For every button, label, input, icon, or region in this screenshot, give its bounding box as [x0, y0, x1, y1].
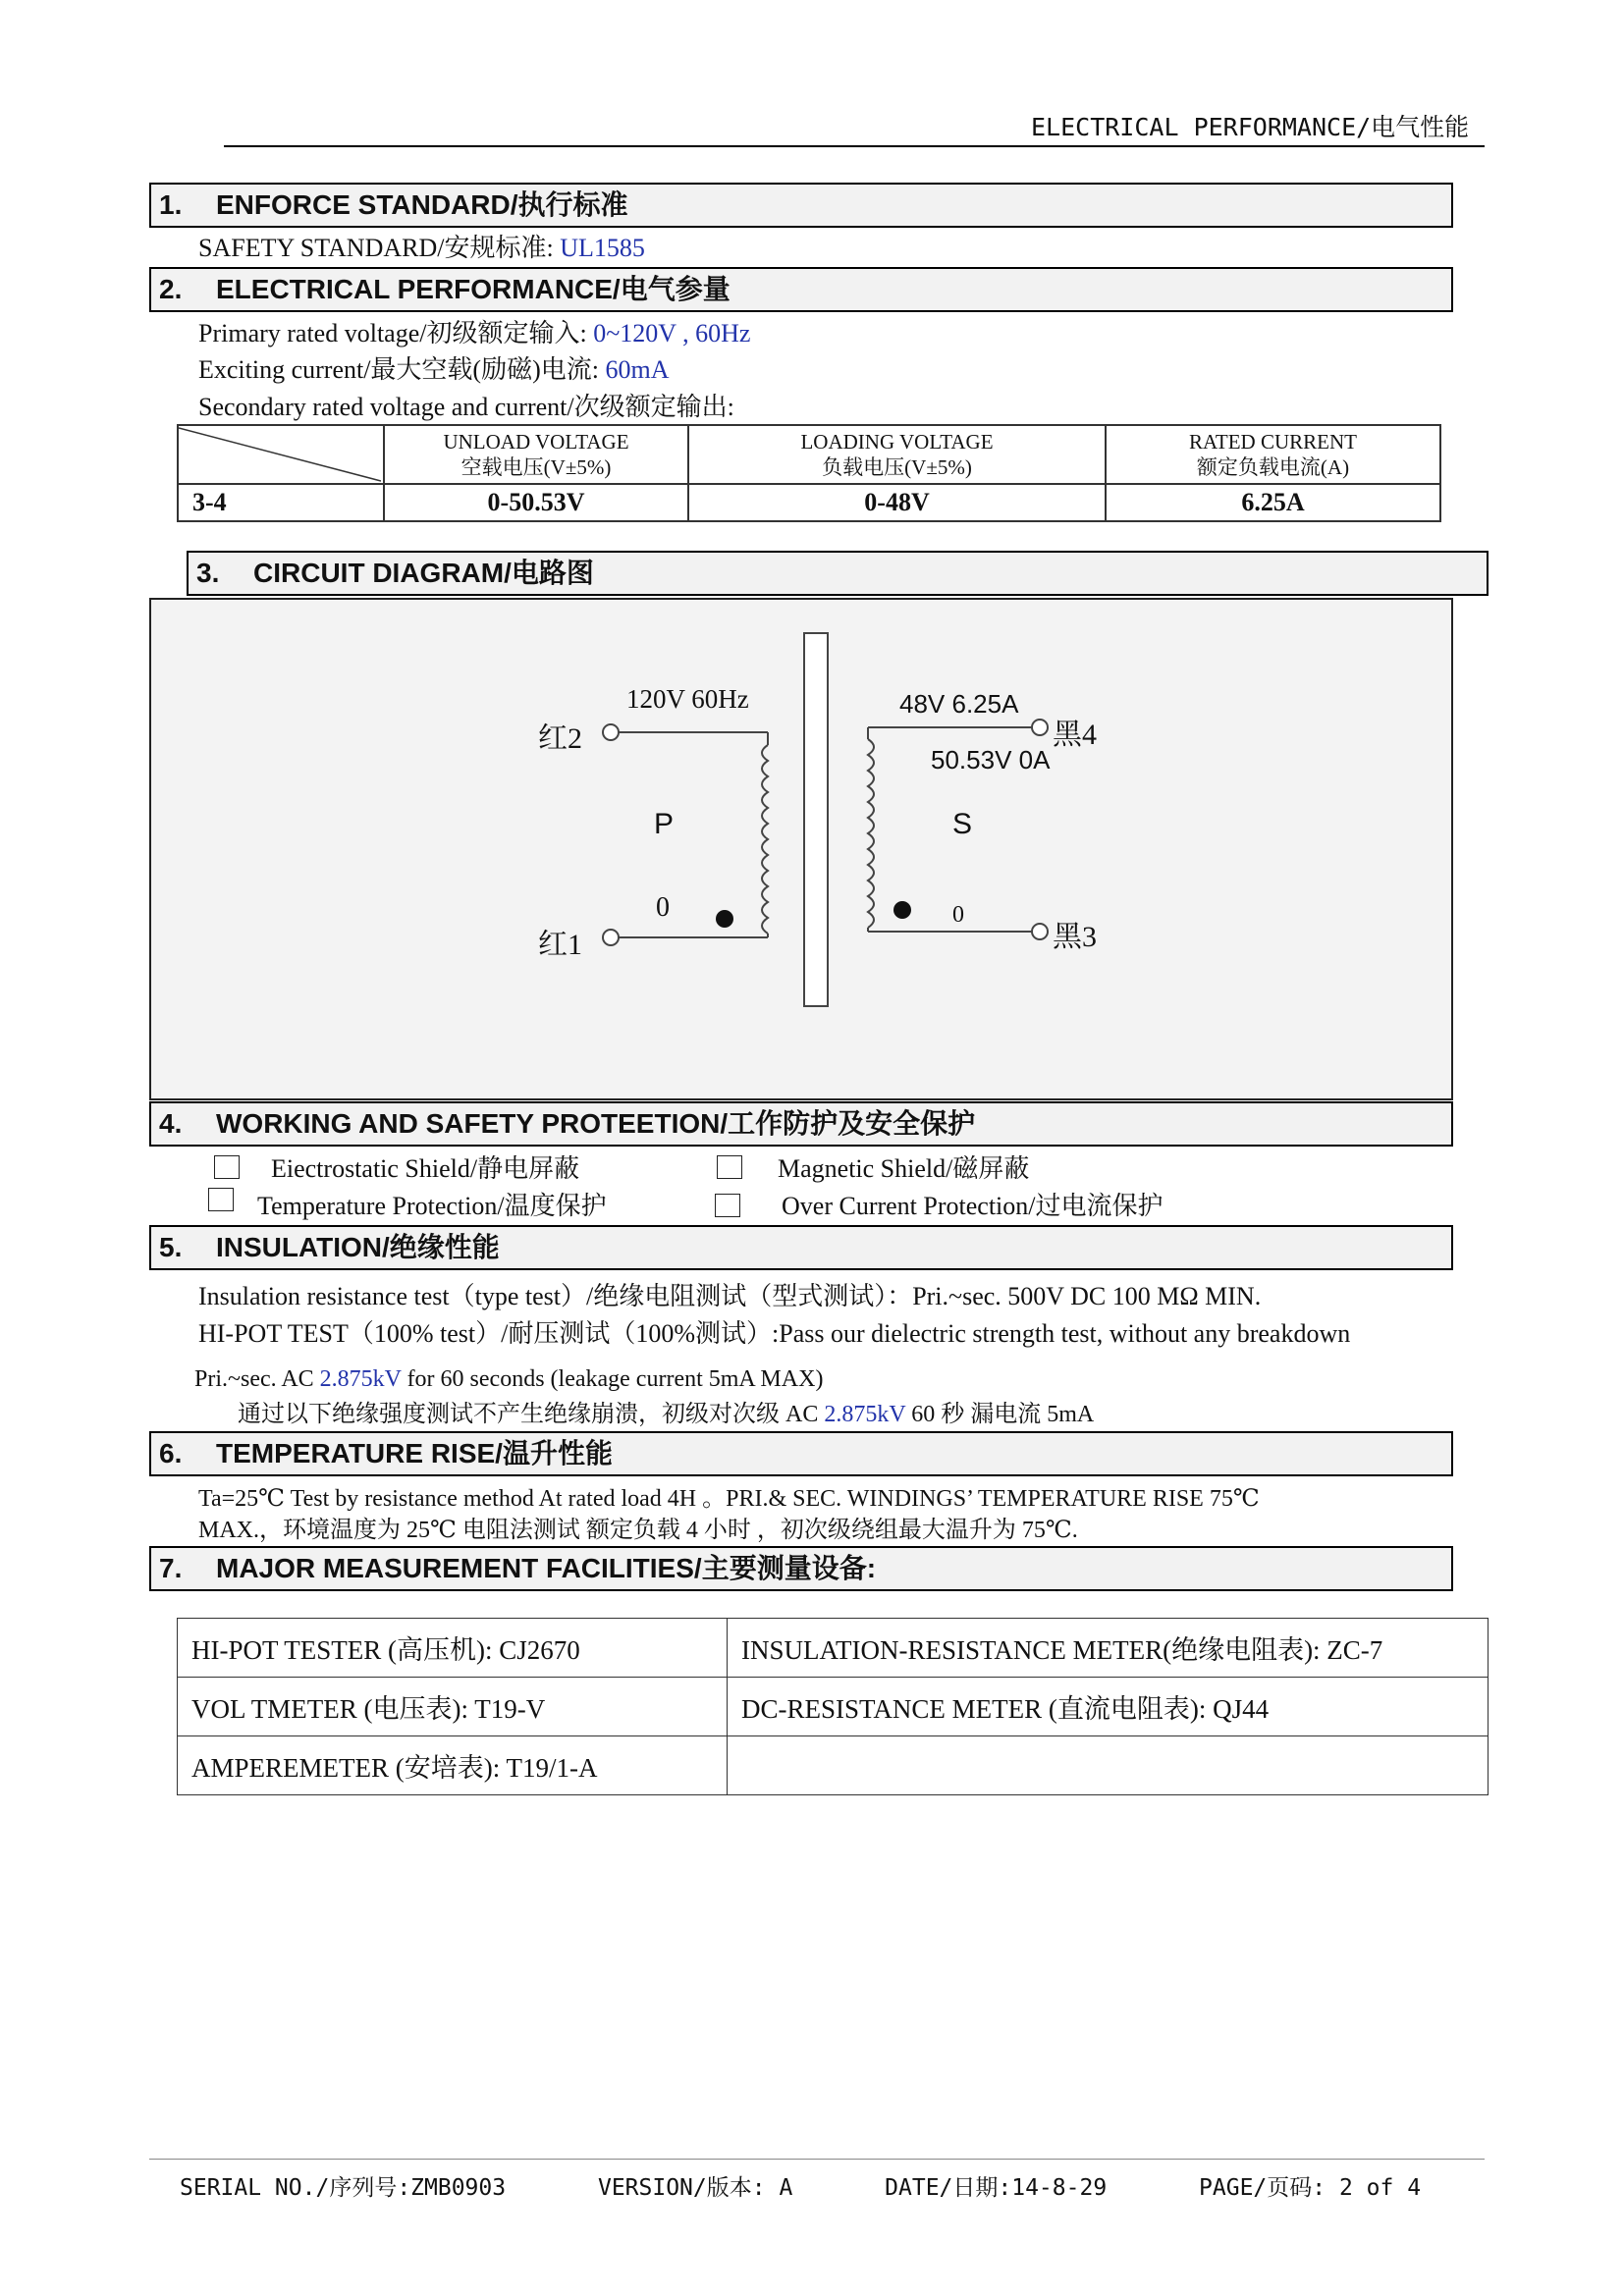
unload-voltage-header	[384, 425, 688, 484]
section-1-heading	[149, 183, 1453, 228]
hipot-cn-prefix: 通过以下绝缘强度测试不产生绝缘崩溃，初级对次级 AC	[238, 1402, 825, 1427]
safety-standard-label: SAFETY STANDARD/安规标准:	[198, 234, 561, 262]
exciting-current-line	[198, 355, 669, 385]
loading-voltage-header	[688, 425, 1106, 484]
hipot-test-line: HI-POT TEST（100% test）/耐压测试（100%测试）:Pass our dielectric strength test, without any breakdown	[198, 1319, 1351, 1348]
section-title: TEMPERATURE RISE/温升性能	[216, 1438, 613, 1468]
header-cn: 额定负载电流(A)	[1196, 455, 1350, 479]
temperature-rise-line-1: Ta=25℃ Test by resistance method At rated load 4H 。PRI.& SEC. WINDINGS’ TEMPERATURE RISE 75℃	[198, 1486, 1260, 1512]
section-title: ELECTRICAL PERFORMANCE/电气参量	[216, 274, 731, 304]
primary-zero-mark: 0	[656, 892, 670, 923]
header-cn: 空载电压(V±5%)	[460, 455, 612, 479]
page-number: PAGE/页码: 2 of 4	[1199, 2175, 1422, 2201]
secondary-winding-label: S	[952, 808, 973, 840]
facility-cell: DC-RESISTANCE METER (直流电阻表): QJ44	[728, 1678, 1489, 1736]
serial-number: SERIAL NO./序列号:ZMB0903	[180, 2175, 507, 2201]
red-1-terminal: 红1	[538, 929, 582, 961]
primary-voltage-line	[198, 319, 750, 348]
section-number: 4.	[159, 1108, 183, 1139]
hipot-spec-line	[194, 1364, 823, 1394]
facility-cell: HI-POT TESTER (高压机): CJ2670	[178, 1619, 728, 1678]
page-footer	[180, 2169, 1499, 2202]
rated-current-value: 6.25A	[1106, 484, 1440, 521]
safety-standard-line	[198, 234, 645, 263]
section-title: CIRCUIT DIAGRAM/电路图	[253, 558, 594, 588]
table-row	[178, 1678, 1489, 1736]
primary-voltage-label: Primary rated voltage/初级额定输入:	[198, 319, 594, 347]
hipot-spec-prefix: Pri.~sec. AC	[194, 1366, 320, 1392]
section-5-heading	[149, 1225, 1453, 1270]
magnetic-shield-label: Magnetic Shield/磁屏蔽	[778, 1154, 1030, 1183]
section-6-heading	[149, 1431, 1453, 1476]
table-row	[178, 1619, 1489, 1678]
rated-current-header	[1106, 425, 1440, 484]
primary-voltage-value: 0~120V , 60Hz	[593, 319, 751, 347]
version: VERSION/版本: A	[597, 2175, 793, 2201]
hipot-voltage: 2.875kV	[319, 1366, 402, 1392]
header-en: UNLOAD VOLTAGE	[443, 430, 629, 454]
section-number: 6.	[159, 1438, 183, 1468]
hipot-spec-suffix: for 60 seconds (leakage current 5mA MAX)	[401, 1366, 824, 1392]
hipot-cn-voltage: 2.875kV	[824, 1402, 906, 1427]
diagonal-header-cell	[178, 425, 384, 484]
section-number: 7.	[159, 1553, 183, 1583]
secondary-spec-load: 48V 6.25A	[899, 689, 1019, 719]
section-7-heading	[149, 1546, 1453, 1591]
header-cn: 负载电压(V±5%)	[822, 455, 972, 479]
secondary-spec-unload: 50.53V 0A	[931, 745, 1051, 774]
over-current-protection-checkbox[interactable]	[715, 1194, 740, 1222]
facility-cell: AMPEREMETER (安培表): T19/1-A	[178, 1736, 728, 1795]
section-number: 3.	[196, 558, 220, 588]
primary-winding-label: P	[654, 808, 675, 840]
section-title: WORKING AND SAFETY PROTEETION/工作防护及安全保护	[216, 1108, 976, 1139]
circuit-diagram	[149, 598, 1453, 1100]
header-en: LOADING VOLTAGE	[800, 430, 994, 454]
footer-rule	[149, 2159, 1485, 2160]
facility-cell: VOL TMETER (电压表): T19-V	[178, 1678, 728, 1736]
facilities-table	[177, 1618, 1489, 1795]
section-title: ENFORCE STANDARD/执行标准	[216, 189, 628, 220]
section-title: MAJOR MEASUREMENT FACILITIES/主要测量设备:	[216, 1553, 877, 1583]
secondary-output-label: Secondary rated voltage and current/次级额定输出:	[198, 393, 734, 421]
electrostatic-shield-checkbox[interactable]	[214, 1155, 240, 1184]
date: DATE/日期:14-8-29	[885, 2175, 1108, 2201]
table-row	[178, 1736, 1489, 1795]
electrostatic-shield-label: Eiectrostatic Shield/静电屏蔽	[271, 1154, 580, 1183]
temperature-protection-label: Temperature Protection/温度保护	[257, 1192, 607, 1220]
winding-label: 3-4	[178, 484, 384, 521]
over-current-protection-label: Over Current Protection/过电流保护	[782, 1192, 1164, 1220]
black-4-terminal: 黑4	[1053, 719, 1097, 751]
hipot-cn-suffix: 60 秒 漏电流 5mA	[905, 1402, 1095, 1427]
header-en: RATED CURRENT	[1189, 430, 1357, 454]
section-3-heading	[187, 551, 1489, 596]
section-title: INSULATION/绝缘性能	[216, 1232, 500, 1262]
red-2-terminal: 红2	[538, 722, 582, 755]
diagonal-line	[179, 426, 381, 483]
temperature-rise-line-2: MAX.，环境温度为 25℃ 电阻法测试 额定负载 4 小时 ，初次级绕组最大温升为 75℃.	[198, 1518, 1078, 1543]
section-4-heading	[149, 1101, 1453, 1147]
facility-cell	[728, 1736, 1489, 1795]
hipot-cn-line	[238, 1400, 1094, 1429]
facility-cell: INSULATION-RESISTANCE METER(绝缘电阻表): ZC-7	[728, 1619, 1489, 1678]
exciting-current-value: 60mA	[605, 355, 670, 384]
performance-table-header-row	[178, 425, 1440, 484]
transformer-schematic	[151, 600, 1451, 1098]
section-number: 1.	[159, 189, 183, 220]
section-number: 2.	[159, 274, 183, 304]
magnetic-shield-checkbox[interactable]	[717, 1155, 742, 1184]
page-header-title: ELECTRICAL PERFORMANCE/电气性能	[1031, 113, 1470, 141]
header-rule	[224, 145, 1485, 147]
black-3-terminal: 黑3	[1053, 921, 1097, 953]
performance-table-row	[178, 484, 1440, 521]
insulation-resistance-line: Insulation resistance test（type test）/绝缘电阻测试（型式测试）：Pri.~sec. 500V DC 100 MΩ MIN.	[198, 1282, 1262, 1310]
loading-voltage-value: 0-48V	[688, 484, 1106, 521]
safety-standard-value: UL1585	[560, 234, 645, 262]
primary-spec: 120V 60Hz	[626, 684, 749, 714]
section-2-heading	[149, 267, 1453, 312]
unload-voltage-value: 0-50.53V	[384, 484, 688, 521]
secondary-zero-mark: 0	[952, 902, 964, 928]
exciting-current-label: Exciting current/最大空载(励磁)电流:	[198, 355, 606, 384]
temperature-protection-checkbox[interactable]	[208, 1188, 234, 1216]
section-number: 5.	[159, 1232, 183, 1262]
performance-table	[177, 424, 1441, 522]
